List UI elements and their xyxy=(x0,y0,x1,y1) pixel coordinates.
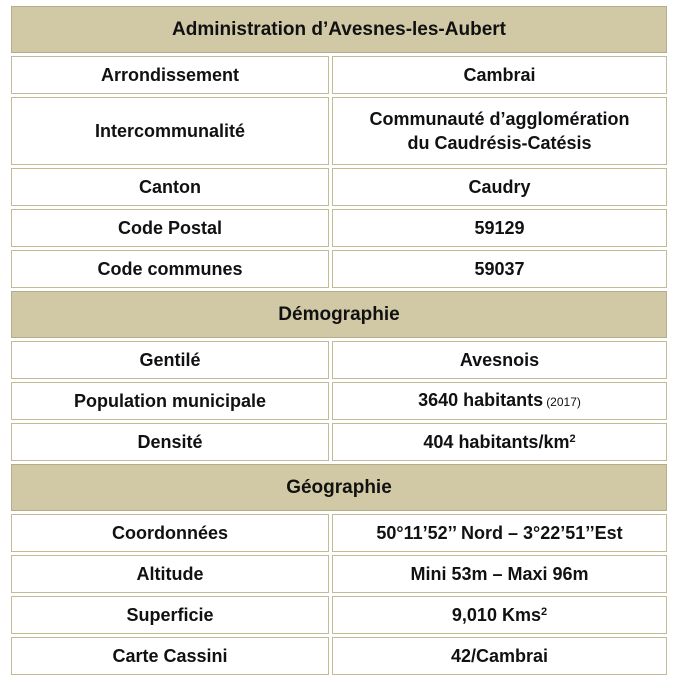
section-header-geographie: Géographie xyxy=(11,464,667,511)
densite-value: 404 habitants/km xyxy=(423,432,570,452)
label-arrondissement: Arrondissement xyxy=(11,56,329,94)
table-row xyxy=(11,168,667,206)
value-coordonnees: 50°11’52’’ Nord – 3°22’51’’Est xyxy=(332,514,667,552)
label-coordonnees: Coordonnées xyxy=(11,514,329,552)
section-header-administration: Administration d’Avesnes-les-Aubert xyxy=(11,6,667,53)
label-superficie: Superficie xyxy=(11,596,329,634)
label-code-postal: Code Postal xyxy=(11,209,329,247)
value-arrondissement: Cambrai xyxy=(332,56,667,94)
population-year: (2017) xyxy=(546,395,581,409)
value-code-communes: 59037 xyxy=(332,250,667,288)
value-intercommunalite xyxy=(332,97,667,165)
label-code-communes: Code communes xyxy=(11,250,329,288)
label-carte-cassini: Carte Cassini xyxy=(11,637,329,675)
label-gentile: Gentilé xyxy=(11,341,329,379)
table-row xyxy=(11,97,667,165)
table-row xyxy=(11,209,667,247)
table-row xyxy=(11,596,667,634)
superficie-superscript: 2 xyxy=(540,606,548,618)
value-superficie xyxy=(332,596,667,634)
densite-superscript: 2 xyxy=(569,433,576,445)
value-code-postal: 59129 xyxy=(332,209,667,247)
value-altitude: Mini 53m – Maxi 96m xyxy=(332,555,667,593)
value-intercommunalite-line1: Communauté d’agglomération xyxy=(369,109,630,129)
population-count: 3640 habitants xyxy=(418,390,544,410)
table-row xyxy=(11,341,667,379)
table-row xyxy=(11,514,667,552)
value-intercommunalite-line2: du Caudrésis-Catésis xyxy=(407,133,592,153)
superficie-value: 9,010 Kms xyxy=(451,605,541,625)
label-densite: Densité xyxy=(11,423,329,461)
table-row xyxy=(11,555,667,593)
value-population xyxy=(332,382,667,420)
label-population: Population municipale xyxy=(11,382,329,420)
table-row xyxy=(11,250,667,288)
value-densite xyxy=(332,423,667,461)
table-row xyxy=(11,382,667,420)
section-header-demographie: Démographie xyxy=(11,291,667,338)
table-row xyxy=(11,56,667,94)
table-row xyxy=(11,637,667,675)
label-altitude: Altitude xyxy=(11,555,329,593)
commune-info-table xyxy=(8,3,670,678)
value-gentile: Avesnois xyxy=(332,341,667,379)
value-canton: Caudry xyxy=(332,168,667,206)
label-intercommunalite: Intercommunalité xyxy=(11,97,329,165)
value-carte-cassini: 42/Cambrai xyxy=(332,637,667,675)
table-row xyxy=(11,423,667,461)
label-canton: Canton xyxy=(11,168,329,206)
